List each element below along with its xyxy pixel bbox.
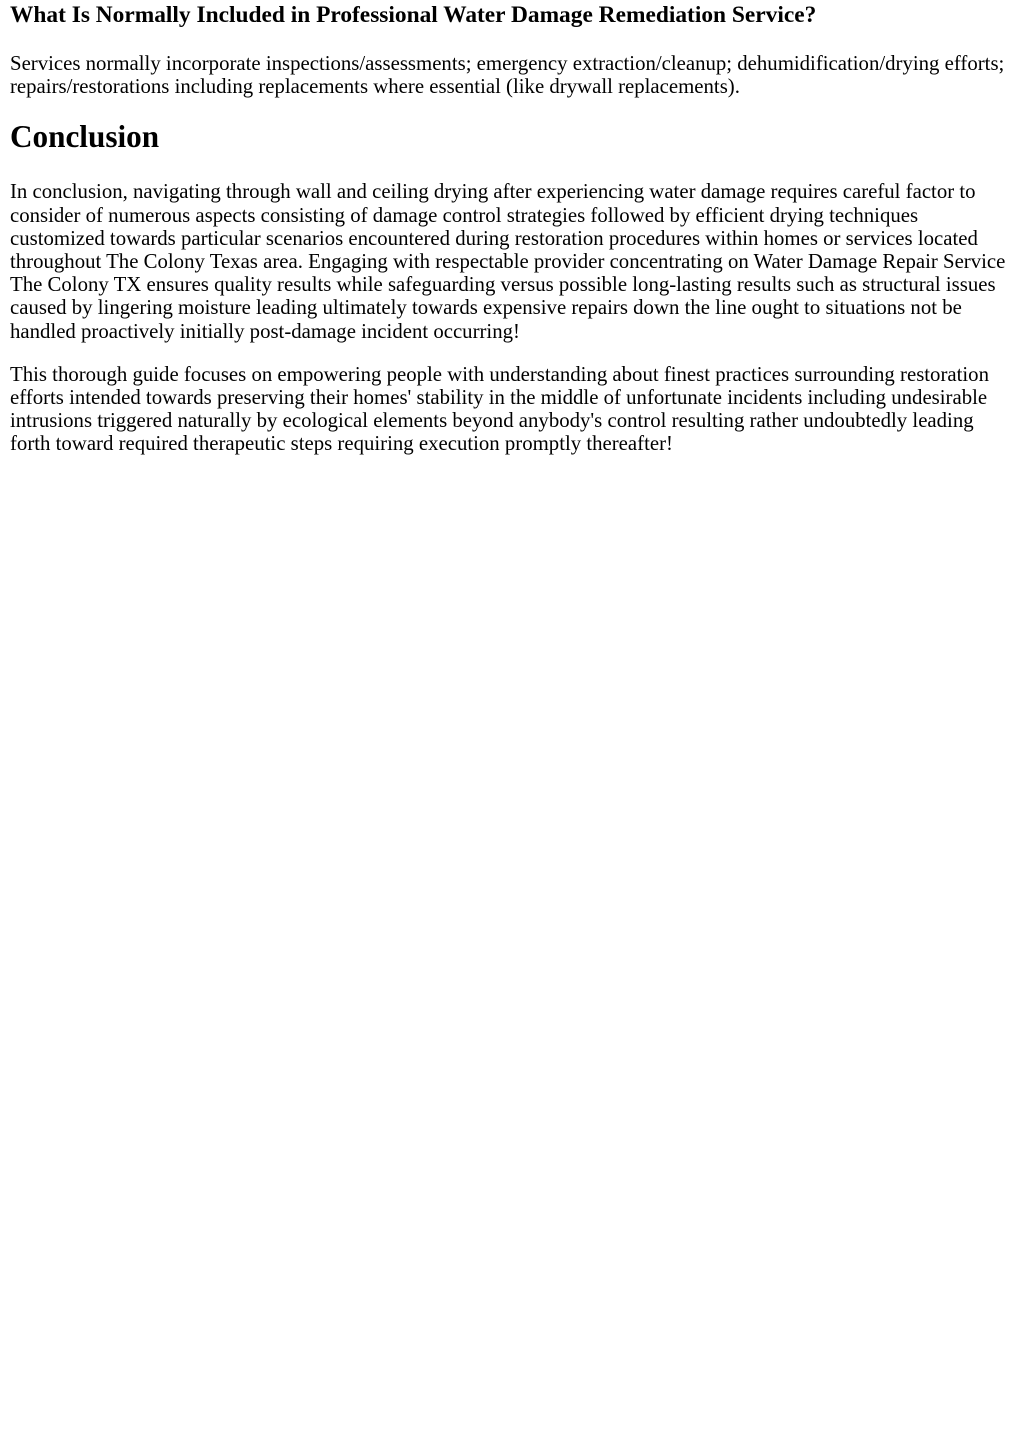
conclusion-paragraph-1: In conclusion, navigating through wall and ceiling drying after experiencing water damage requires careful factor to consider of numerous aspects consisting of damage control strategies followed by efficient drying techniques customized towards particular scenarios encountered during restoration procedures within homes or services located throughout The Colony Texas area. Engaging with respectable provider concentrating on Water Damage Repair Service The Colony TX ensures quality results while safeguarding versus possible long-lasting results such as structural issues caused by lingering moisture leading ultimately towards expensive repairs down the line ought to situations not be handled proactively initially post-damage incident occurring! <box>10 180 1006 343</box>
faq-answer-paragraph: Services normally incorporate inspections/assessments; emergency extraction/cleanup; dehumidification/drying efforts; repairs/restorations including replacements where essential (like drywall replacements). <box>10 52 1005 99</box>
conclusion-heading: Conclusion <box>10 119 160 155</box>
conclusion-paragraph-2: This thorough guide focuses on empowering people with understanding about finest practices surrounding restoration efforts intended towards preserving their homes' stability in the middle of unfortunate incidents including undesirable intrusions triggered naturally by ecological elements beyond anybody's control resulting rather undoubtedly leading forth toward required therapeutic steps requiring execution promptly thereafter! <box>10 362 989 456</box>
article-body <box>0 0 1024 456</box>
faq-question-heading: What Is Normally Included in Professional Water Damage Remediation Service? <box>10 2 817 28</box>
